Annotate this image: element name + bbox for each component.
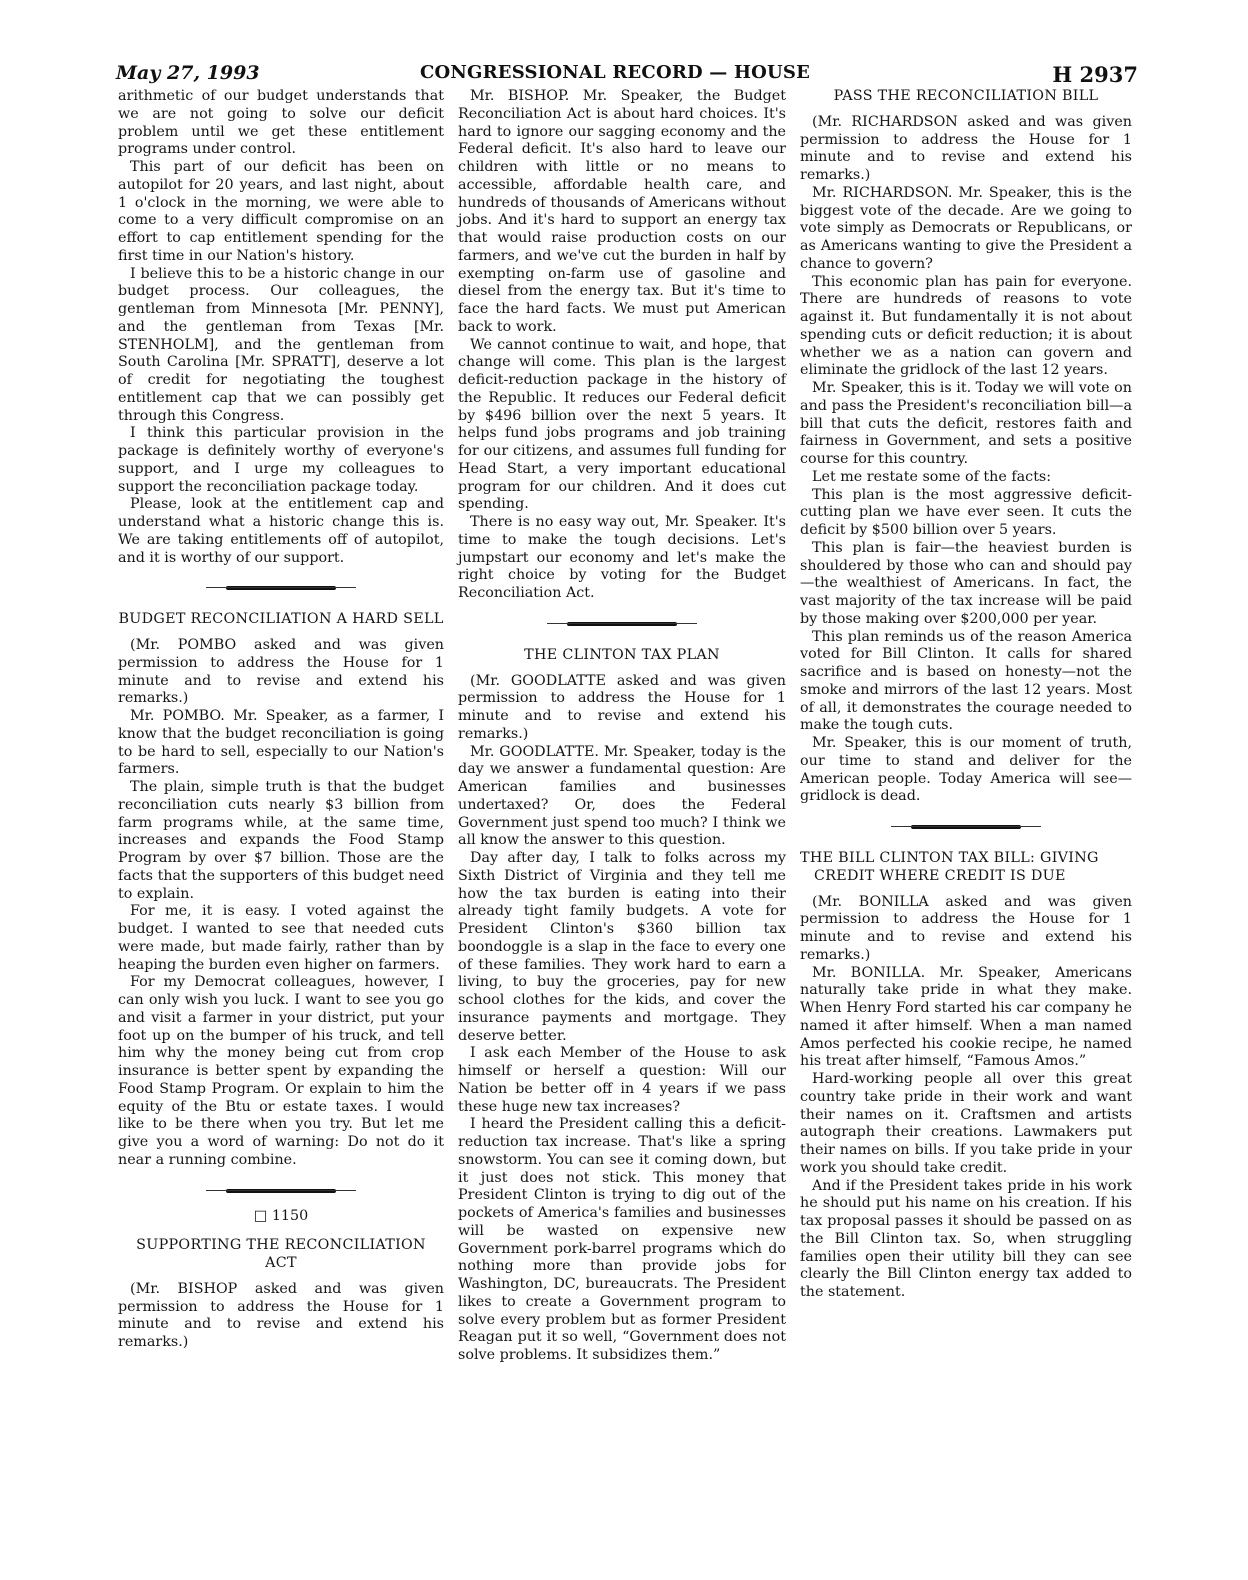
paragraph: Mr. POMBO. Mr. Speaker, as a farmer, I know that the budget reconciliation is going to be hard to sell, especially to our Nation's farmers. — [118, 708, 444, 778]
section-divider — [118, 1178, 444, 1202]
paragraph: This plan reminds us of the reason America voted for Bill Clinton. It calls for shared sacrifice and is based on honesty—not the smoke and mirrors of the last 12 years. Most of all, it demonstrates the courage needed to make the tough cuts. — [800, 628, 1132, 734]
paragraph: There is no easy way out, Mr. Speaker. It's time to make the tough decisions. Let's jumpstart our economy and let's make the right choice by voting for the Budget Reconciliation Act. — [458, 514, 786, 601]
page-number: H 2937 — [1052, 62, 1138, 87]
paragraph: Hard-working people all over this great country take pride in their work and want their names on it. Craftsmen and artists autograph their creations. Lawmakers put their names on bills. If you take pride in your work you should take credit. — [800, 1071, 1132, 1176]
paragraph: (Mr. POMBO asked and was given permission to address the House for 1 minute and to revise and extend his remarks.) — [118, 637, 444, 707]
paragraph: (Mr. RICHARDSON asked and was given permission to address the House for 1 minute and to revise and extend his remarks.) — [800, 113, 1132, 183]
paragraph: I believe this to be a historic change in our budget process. Our colleagues, the gentleman from Minnesota [Mr. PENNY], and the gentleman from Texas [Mr. STENHOLM], and the gentleman from South Carolina [Mr. SPRATT], deserve a lot of credit for negotiating the toughest entitlement cap that we can possibly get through this Congress. — [118, 265, 444, 424]
paragraph: (Mr. BONILLA asked and was given permission to address the House for 1 minute and to revise and extend his remarks.) — [800, 893, 1132, 963]
paragraph: And if the President takes pride in his work he should put his name on his creation. If his tax proposal passes it should be passed on as the Bill Clinton tax. So, when struggling families open their utility bill they can see clearly the Bill Clinton energy tax added to the statement. — [800, 1177, 1132, 1300]
paragraph: Mr. RICHARDSON. Mr. Speaker, this is the biggest vote of the decade. Are we going to vote simply as Democrats or Republicans, or as Americans wanting to give the President a chance to govern? — [800, 184, 1132, 272]
paragraph: This plan is fair—the heaviest burden is shouldered by those who can and should pay—the wealthiest of Americans. In fact, the vast majority of the tax increase will be paid by those making over $200,000 per year. — [800, 539, 1132, 627]
paragraph: For me, it is easy. I voted against the budget. I wanted to see that needed cuts were made, but made fairly, rather than by heaping the burden even higher on farmers. — [118, 903, 444, 973]
text-column-1 — [118, 88, 444, 1352]
paragraph: I heard the President calling this a deficit-reduction tax increase. That's like a spring snowstorm. You can see it coming down, but it just does not stick. This money that President Clinton is trying to dig out of the pockets of America's families and businesses will be wasted on expensive new Government pork-barrel programs which do nothing more than provide jobs for Washington, DC, bureaucrats. The President likes to create a Government program to solve every problem but as former President Reagan put it so well, “Government does not solve problems. It subsidizes them.” — [458, 1116, 786, 1363]
section-heading: SUPPORTING THE RECONCILIATION ACT — [136, 1237, 426, 1271]
paragraph: This part of our deficit has been on autopilot for 20 years, and last night, about 1 o'clock in the morning, we were able to come to a very difficult compromise on an effort to cap entitlement spending for the first time in our Nation's history. — [118, 159, 444, 264]
paragraph: We cannot continue to wait, and hope, that change will come. This plan is the largest deficit-reduction package in the history of the Republic. It reduces our Federal deficit by $496 billion over the next 5 years. It helps fund jobs programs and job training for our citizens, and assumes full funding for Head Start, a very important educational program for our children. And it does cut spending. — [458, 336, 786, 513]
paragraph: Mr. Speaker, this is our moment of truth, our time to stand and deliver for the American people. Today America will see—gridlock is dead. — [800, 735, 1132, 805]
text-column-2 — [458, 88, 786, 1365]
paragraph: (Mr. GOODLATTE asked and was given permission to address the House for 1 minute and to revise and extend his remarks.) — [458, 672, 786, 742]
paragraph: Mr. BISHOP. Mr. Speaker, the Budget Reconciliation Act is about hard choices. It's hard to ignore our sagging economy and the Federal deficit. It's also hard to leave our children with little or no means to accessible, affordable health care, and hundreds of thousands of Americans without jobs. And it's hard to support an energy tax that would raise production costs on our farmers, and we've cut the burden in half by exempting on-farm use of gasoline and diesel from the energy tax. But it's time to face the hard facts. We must put American back to work. — [458, 88, 786, 335]
paragraph: Mr. GOODLATTE. Mr. Speaker, today is the day we answer a fundamental question: Are American families and businesses undertaxed? Or, does the Federal Government just spend too much? I think we all know the answer to this question. — [458, 743, 786, 849]
paragraph: (Mr. BISHOP asked and was given permission to address the House for 1 minute and to revise and extend his remarks.) — [118, 1280, 444, 1350]
time-marker: □ 1150 — [253, 1207, 309, 1224]
paragraph: Mr. Speaker, this is it. Today we will vote on and pass the President's reconciliation bill—a bill that cuts the deficit, restores faith and fairness in Government, and sets a positive course for this country. — [800, 380, 1132, 467]
section-divider — [800, 814, 1132, 838]
section-heading: THE BILL CLINTON TAX BILL: GIVING CREDIT WHERE CREDIT IS DUE — [800, 850, 1099, 884]
section-heading: BUDGET RECONCILIATION A HARD SELL — [118, 611, 444, 628]
text-column-3 — [800, 88, 1132, 1302]
page-date: May 27, 1993 — [116, 62, 260, 84]
paragraph: Let me restate some of the facts: — [812, 468, 1052, 485]
section-heading: PASS THE RECONCILIATION BILL — [833, 88, 1099, 104]
paragraph: arithmetic of our budget understands that we are not going to solve our deficit problem until we get these entitlement programs under control. — [118, 88, 444, 158]
paragraph: Mr. BONILLA. Mr. Speaker, Americans naturally take pride in what they make. When Henry Ford started his car company he named it after himself. When a man named Amos perfected his cookie recipe, he named his treat after himself, “Famous Amos.” — [800, 964, 1132, 1070]
paragraph: I ask each Member of the House to ask himself or herself a question: Will our Nation be better off in 4 years if we pass these huge new tax increases? — [458, 1045, 786, 1115]
paragraph: For my Democrat colleagues, however, I can only wish you luck. I want to see you go and visit a farmer in your district, put your foot up on the bumper of his truck, and tell him why the money being cut from crop insurance is better spent by expanding the Food Stamp Program. Or explain to him the equity of the Btu or estate taxes. I would like to be there when you try. But let me give you a word of warning: Do not do it near a running combine. — [118, 974, 444, 1168]
section-heading: THE CLINTON TAX PLAN — [524, 646, 720, 663]
paragraph: This economic plan has pain for everyone. There are hundreds of reasons to vote against it. But fundamentally it is not about spending cuts or deficit reduction; it is about whether we as a nation can govern and eliminate the gridlock of the last 12 years. — [800, 273, 1132, 379]
paragraph: The plain, simple truth is that the budget reconciliation cuts nearly $3 billion from farm programs while, at the same time, increases and expands the Food Stamp Program by over $7 billion. Those are the facts that the supporters of this budget need to explain. — [118, 779, 444, 902]
publication-title: CONGRESSIONAL RECORD — HOUSE — [420, 62, 811, 83]
section-divider — [458, 611, 786, 635]
paragraph: Please, look at the entitlement cap and understand what a historic change this is. We are taking entitlements off of autopilot, and it is worthy of our support. — [118, 496, 444, 566]
paragraph: This plan is the most aggressive deficit-cutting plan we have ever seen. It cuts the deficit by $500 billion over 5 years. — [800, 486, 1132, 538]
paragraph: I think this particular provision in the package is definitely worthy of everyone's support, and I urge my colleagues to support the reconciliation package today. — [118, 425, 444, 495]
section-divider — [118, 575, 444, 599]
paragraph: Day after day, I talk to folks across my Sixth District of Virginia and they tell me how the tax burden is eating into their already tight family budgets. A vote for President Clinton's $360 billion tax boondoggle is a slap in the face to every one of these families. They work hard to earn a living, to buy the groceries, pay for new school clothes for the kids, and cover the insurance payments and mortgage. They deserve better. — [458, 850, 786, 1044]
